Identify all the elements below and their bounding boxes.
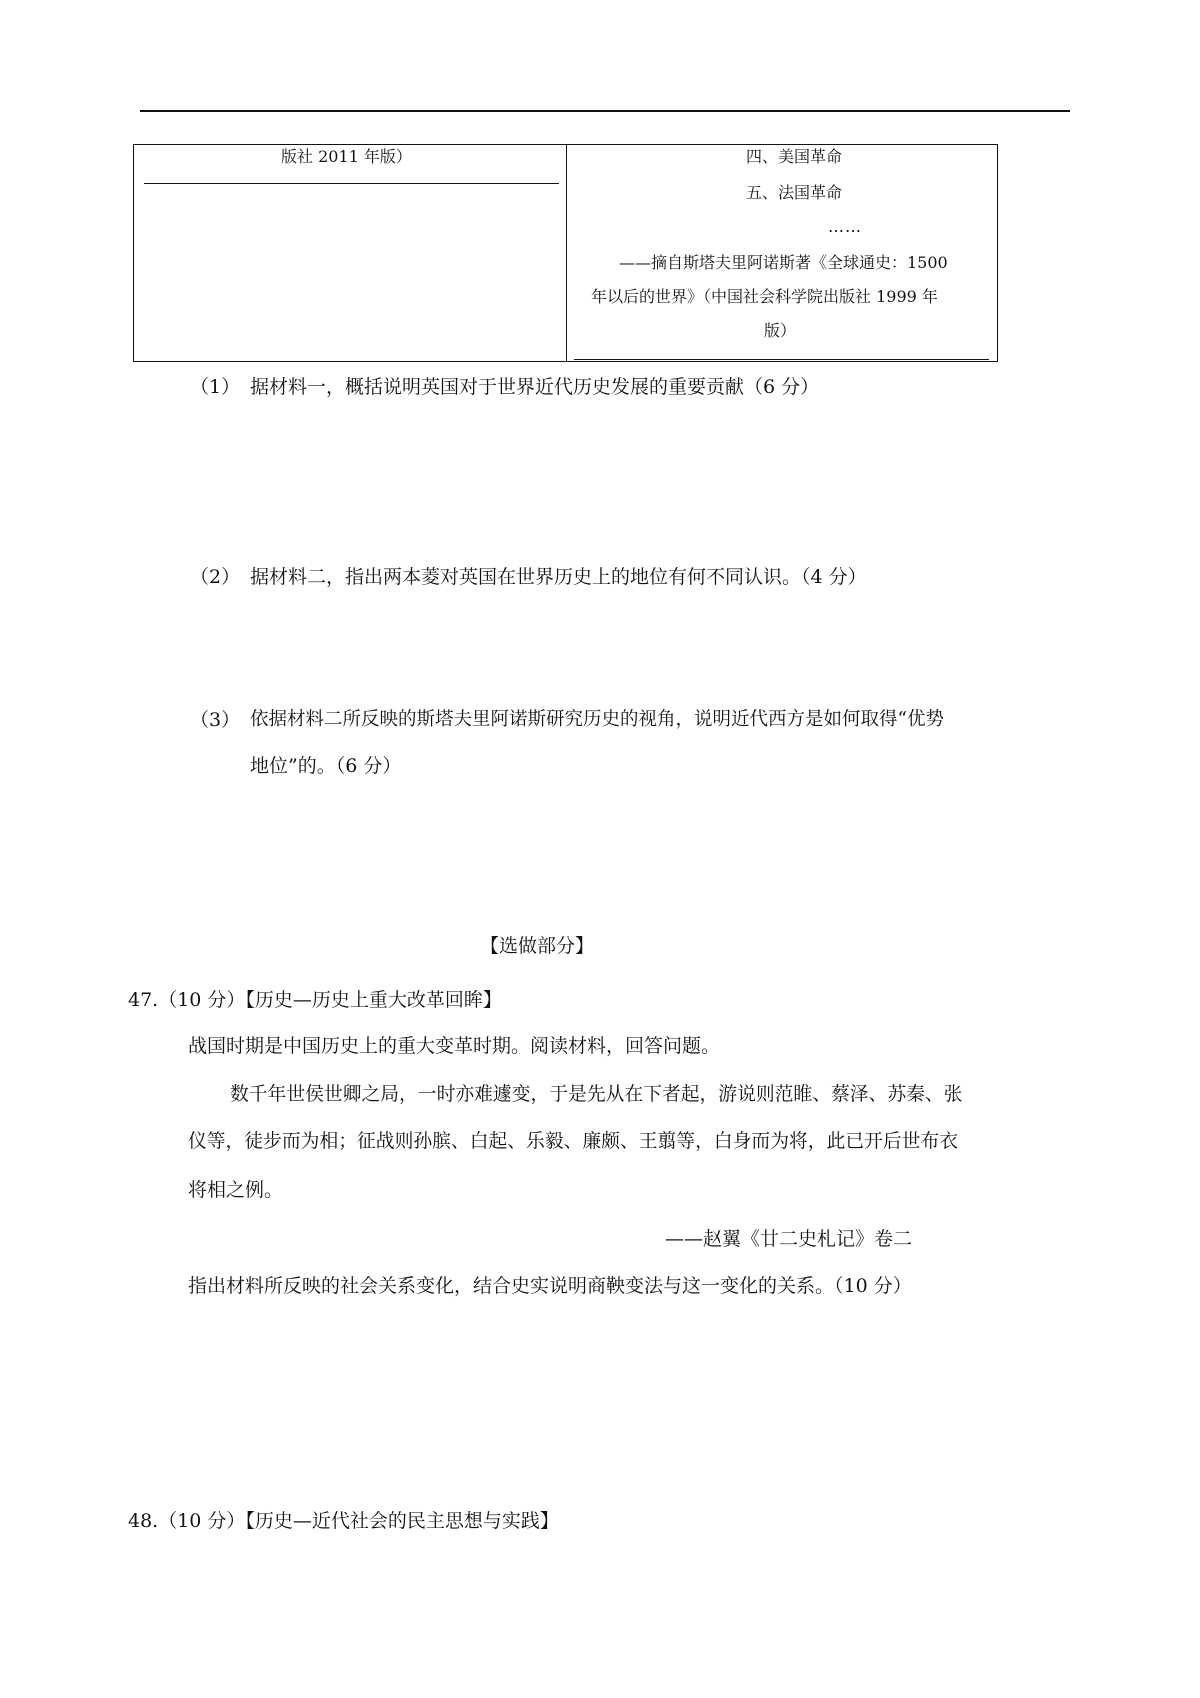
question-3-text-continued: 地位”的。（6 分） bbox=[250, 755, 402, 777]
question-2-text: 据材料二，指出两本菱对英国在世界历史上的地位有何不同认识。（4 分） bbox=[250, 566, 867, 588]
question-47-intro: 战国时期是中国历史上的重大变革时期。阅读材料，回答问题。 bbox=[188, 1035, 721, 1057]
question-3-text: 依据材料二所反映的斯塔夫里阿诺斯研究历史的视角，说明近代西方是如何取得“优势 bbox=[250, 709, 944, 730]
left-cell-text: 版社 2011 年版） bbox=[281, 147, 412, 166]
question-47-title: 47.（10 分）【历史—历史上重大改革回眸】 bbox=[128, 989, 502, 1011]
question-47-material-line-2: 仪等，徒步而为相；征战则孙膑、白起、乐毅、廉颇、王翦等，白身而为将，此已开后世布衣 bbox=[188, 1131, 959, 1152]
right-cell-source-3: 版） bbox=[764, 321, 797, 340]
question-47-material-line-1: 数千年世侯世卿之局，一时亦难遽变，于是先从在下者起，游说则范睢、蔡泽、苏秦、张 bbox=[230, 1084, 963, 1105]
left-cell-underline bbox=[144, 183, 559, 184]
right-cell-source-2: 年以后的世界》（中国社会科学院出版社 1999 年 bbox=[591, 287, 938, 306]
question-1-number: （1） bbox=[190, 376, 241, 398]
right-cell-source-1: ——摘自斯塔夫里阿诺斯著《全球通史：1500 bbox=[619, 253, 948, 272]
question-3-number: （3） bbox=[190, 709, 241, 731]
elective-section-header: 【选做部分】 bbox=[480, 935, 595, 957]
question-1-text: 据材料一，概括说明英国对于世界近代历史发展的重要贡献（6 分） bbox=[250, 376, 820, 398]
question-2-number: （2） bbox=[190, 566, 241, 588]
right-cell-line-1: 四、美国革命 bbox=[746, 147, 843, 166]
header-rule bbox=[140, 110, 1070, 112]
question-48-title: 48.（10 分）【历史—近代社会的民主思想与实践】 bbox=[128, 1510, 559, 1532]
material-table bbox=[133, 144, 998, 362]
question-47-source: ——赵翼《廿二史札记》卷二 bbox=[665, 1228, 913, 1250]
right-cell-underline bbox=[574, 359, 989, 360]
right-cell-line-2: 五、法国革命 bbox=[746, 183, 843, 202]
question-47-question: 指出材料所反映的社会关系变化，结合史实说明商鞅变法与这一变化的关系。（10 分） bbox=[188, 1275, 912, 1297]
question-47-material-line-3: 将相之例。 bbox=[188, 1179, 284, 1201]
right-cell-ellipsis: …… bbox=[828, 217, 862, 236]
table-column-divider bbox=[566, 145, 567, 361]
